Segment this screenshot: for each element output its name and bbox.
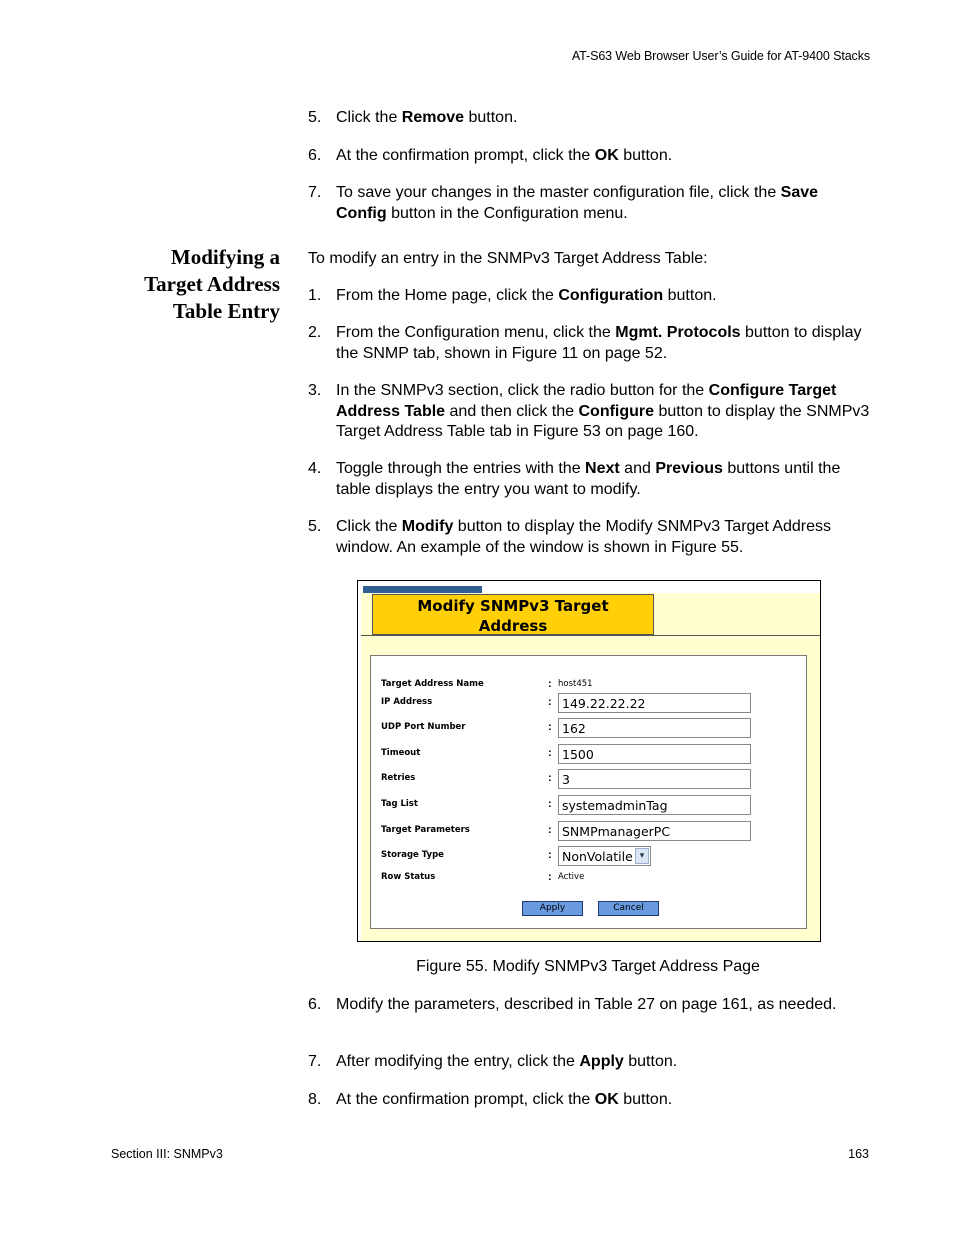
list-number: 6.	[308, 147, 322, 164]
form-row	[381, 795, 806, 817]
field-input[interactable]: systemadminTag	[558, 795, 751, 815]
field-colon: :	[548, 824, 552, 836]
window-title-line: Modify SNMPv3 Target	[417, 597, 609, 615]
form-row	[381, 718, 806, 740]
field-colon: :	[548, 696, 552, 708]
select-value: NonVolatile	[562, 849, 633, 864]
list-item	[308, 183, 870, 224]
list-text: Click the Modify button to display the Modify SNMPv3 Target Address window. An example of the window is shown in Figure 55.	[336, 518, 832, 556]
list-text: From the Home page, click the Configuration button.	[336, 287, 717, 304]
list-item	[308, 146, 870, 167]
list-text: Modify the parameters, described in Table 27 on page 161, as needed.	[336, 996, 837, 1013]
list-item	[308, 381, 870, 443]
list-number: 5.	[308, 109, 322, 126]
form-row	[381, 821, 806, 843]
list-number: 3.	[308, 382, 322, 399]
list-text: Toggle through the entries with the Next and Previous buttons until the table displays the entry you want to modify.	[336, 460, 841, 498]
list-text: At the confirmation prompt, click the OK button.	[336, 1091, 673, 1108]
list-item	[308, 517, 870, 558]
field-label: UDP Port Number	[381, 722, 466, 732]
field-value: host451	[558, 679, 593, 689]
list-number: 5.	[308, 518, 322, 535]
field-label: Storage Type	[381, 850, 444, 860]
form-row	[381, 846, 806, 868]
field-label: Target Address Name	[381, 679, 484, 689]
list-item	[308, 286, 870, 307]
form-panel	[370, 655, 807, 929]
form-row	[381, 744, 806, 766]
list-text: After modifying the entry, click the Apply button.	[336, 1053, 678, 1070]
field-label: IP Address	[381, 697, 433, 707]
form-row	[381, 769, 806, 791]
list-number: 8.	[308, 1091, 322, 1108]
field-label: Retries	[381, 773, 416, 783]
field-colon: :	[548, 871, 552, 883]
list-number: 2.	[308, 324, 322, 341]
field-colon: :	[548, 678, 552, 690]
list-item	[308, 995, 870, 1016]
storage-type-select[interactable]	[558, 846, 651, 866]
list-item	[308, 459, 870, 500]
section-heading	[100, 244, 280, 325]
field-input[interactable]: SNMPmanagerPC	[558, 821, 751, 841]
list-item	[308, 1052, 870, 1073]
list-number: 4.	[308, 460, 322, 477]
divider	[361, 635, 820, 636]
apply-button[interactable]: Apply	[522, 901, 583, 916]
field-label: Tag List	[381, 799, 418, 809]
list-item	[308, 1090, 870, 1111]
intro-paragraph: To modify an entry in the SNMPv3 Target Address Table:	[308, 250, 708, 267]
window-title-line: Address	[478, 617, 548, 635]
list-text: To save your changes in the master configuration file, click the Save Config button in the Configuration menu.	[336, 184, 819, 222]
list-text: In the SNMPv3 section, click the radio button for the Configure Target Address Table and then click the Configure button to display the SNMPv3 Target Address Table tab in Figure 53 on page 160.	[336, 382, 870, 440]
field-input[interactable]: 149.22.22.22	[558, 693, 751, 713]
footer-section: Section III: SNMPv3	[111, 1147, 223, 1161]
list-item	[308, 323, 870, 364]
list-text: At the confirmation prompt, click the OK button.	[336, 147, 673, 164]
section-heading-line: Target Address	[144, 272, 280, 296]
list-number: 7.	[308, 184, 322, 201]
form-row	[381, 868, 806, 890]
field-label: Row Status	[381, 872, 436, 882]
list-number: 7.	[308, 1053, 322, 1070]
page-number: 163	[848, 1147, 869, 1161]
list-item	[308, 108, 870, 129]
field-value: Active	[558, 872, 585, 882]
field-input[interactable]: 1500	[558, 744, 751, 764]
field-colon: :	[548, 747, 552, 759]
figure-screenshot	[357, 580, 821, 942]
field-label: Target Parameters	[381, 825, 470, 835]
field-colon: :	[548, 798, 552, 810]
field-colon: :	[548, 849, 552, 861]
list-number: 6.	[308, 996, 322, 1013]
list-text: Click the Remove button.	[336, 109, 518, 126]
field-input[interactable]: 162	[558, 718, 751, 738]
form-row	[381, 693, 806, 715]
cancel-button[interactable]: Cancel	[598, 901, 659, 916]
window-title	[372, 594, 654, 635]
section-heading-line: Table Entry	[172, 299, 280, 323]
field-label: Timeout	[381, 748, 421, 758]
figure-caption: Figure 55. Modify SNMPv3 Target Address Page	[416, 958, 760, 975]
list-text: From the Configuration menu, click the Mgmt. Protocols button to display the SNMP tab, shown in Figure 11 on page 52.	[336, 324, 862, 362]
chevron-down-icon[interactable]: ▾	[635, 848, 649, 864]
running-header: AT-S63 Web Browser User’s Guide for AT-9400 Stacks	[571, 49, 870, 63]
list-number: 1.	[308, 287, 322, 304]
field-colon: :	[548, 772, 552, 784]
field-colon: :	[548, 721, 552, 733]
field-input[interactable]: 3	[558, 769, 751, 789]
section-heading-line: Modifying a	[170, 245, 280, 269]
